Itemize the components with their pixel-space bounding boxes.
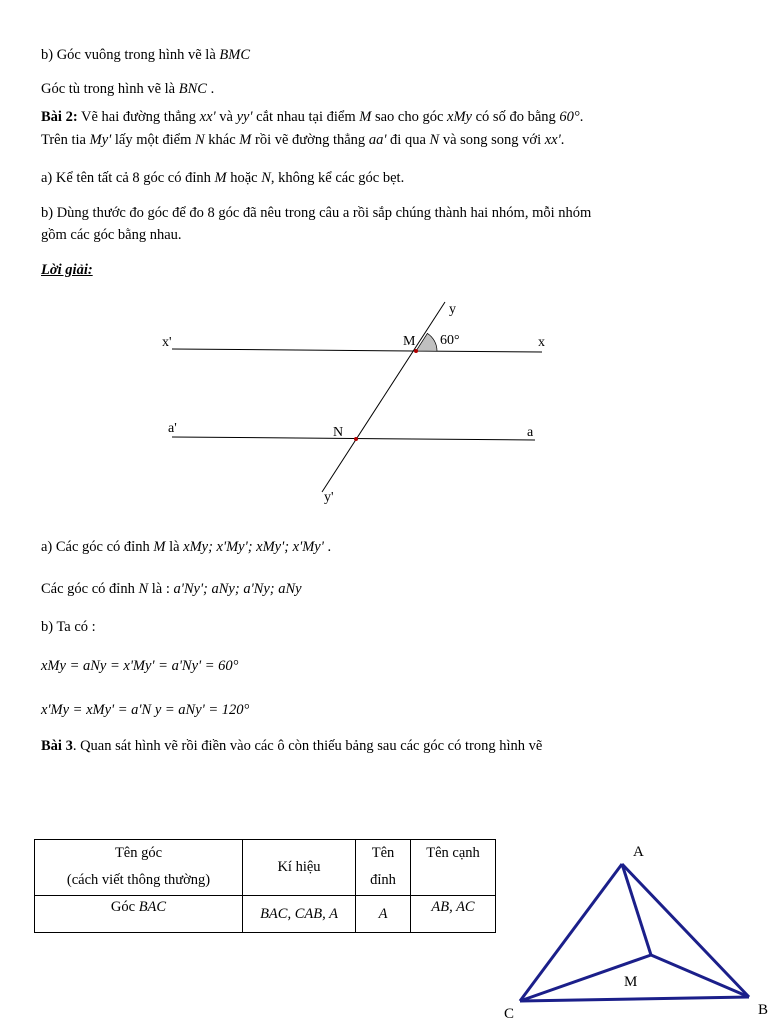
text: . (206, 81, 215, 97)
text: Vẽ hai đường thẳng (77, 109, 200, 125)
math: My' (89, 132, 112, 148)
math: BNC (178, 81, 207, 97)
point-n-dot (354, 437, 358, 441)
cell-text: Góc (110, 899, 139, 915)
header-text: Tên cạnh (426, 845, 480, 861)
cell-math: BAC (138, 899, 167, 915)
text: . (560, 132, 565, 148)
text: b) Dùng thước đo góc để đo 8 góc đã nêu trong câu a rồi sắp chúng thành hai nhóm, mỗi nhóm (41, 205, 592, 221)
text: là : (148, 581, 174, 597)
text: cắt nhau tại điểm (252, 109, 360, 125)
text: khác (204, 132, 240, 148)
text: hoặc (226, 170, 262, 186)
math: yy' (236, 109, 253, 125)
table-header-row (35, 840, 496, 896)
equation-120 (41, 701, 249, 719)
text: đi qua (386, 132, 430, 148)
angles-table (34, 839, 496, 933)
label-x-prime: x' (162, 335, 172, 350)
math: M (239, 132, 252, 148)
segment-ac (520, 864, 622, 1001)
solution-a-angles-n (41, 580, 302, 598)
header-text: (cách viết thông thường) (66, 872, 211, 888)
math: M (214, 170, 227, 186)
cell-symbol (243, 896, 356, 933)
text: sao cho góc (371, 109, 448, 125)
label-n: N (333, 425, 344, 440)
label-b: B (758, 1002, 769, 1018)
table-row (35, 896, 496, 933)
math: xx' (199, 109, 216, 125)
segment-mb (651, 955, 749, 997)
text: rồi vẽ đường thẳng (251, 132, 369, 148)
math: N (138, 581, 149, 597)
segment-ab (622, 864, 749, 997)
cell-angle-name (35, 896, 243, 933)
label-y: y (449, 302, 456, 317)
text: Các góc có đỉnh (41, 581, 139, 597)
text: b) Góc vuông trong hình vẽ là (41, 47, 220, 63)
label-angle-60: 60° (440, 333, 460, 348)
text: là (165, 539, 184, 555)
header-text: đỉnh (370, 872, 396, 888)
solution-b-intro (41, 618, 96, 636)
label-a-prime: a' (168, 421, 177, 436)
header-symbol (243, 840, 356, 896)
text: . (579, 109, 584, 125)
exercise-3-statement (41, 737, 542, 755)
math: xx' (544, 132, 561, 148)
header-angle-name (35, 840, 243, 896)
header-text: Kí hiệu (277, 859, 321, 875)
text: Trên tia (41, 132, 90, 148)
math: x'My = xMy' = a'N y = aNy' = 120° (41, 702, 250, 718)
math: xMy = aNy = x'My' = a'Ny' = 60° (41, 658, 239, 674)
text: . (323, 539, 332, 555)
line-xx-prime (172, 349, 542, 352)
triangle-figure (495, 835, 778, 1022)
text: , không kể các góc bẹt. (270, 170, 405, 186)
cell-sides (411, 896, 496, 933)
math: xMy (447, 109, 472, 125)
math: aa' (368, 132, 387, 148)
header-vertex (356, 840, 411, 896)
math: BMC (219, 47, 251, 63)
math: M (153, 539, 166, 555)
point-m-dot (414, 349, 418, 353)
header-text: Tên (371, 845, 395, 861)
text: b) Ta có : (41, 619, 96, 635)
cell-math: A (378, 905, 388, 922)
label-m: M (403, 334, 416, 349)
math: M (359, 109, 372, 125)
math: 60° (559, 109, 580, 125)
exercise-label: Bài 2: (41, 109, 78, 125)
text: lấy một điểm (111, 132, 195, 148)
line-yy-prime (322, 302, 445, 492)
equation-60 (41, 657, 238, 675)
math: N (195, 132, 205, 148)
solution-title: Lời giải: (41, 262, 93, 278)
math: xMy; x'My'; xMy'; x'My' (183, 539, 324, 555)
label-m: M (624, 974, 638, 990)
label-y-prime: y' (324, 490, 334, 505)
math: N (261, 170, 271, 186)
segment-cb (520, 997, 749, 1001)
cell-math: AB, AC (431, 899, 475, 915)
exercise-label: Bài 3 (41, 738, 73, 754)
solution-a-angles-m (41, 538, 331, 556)
text: a) Các góc có đỉnh (41, 539, 154, 555)
text: . Quan sát hình vẽ rồi điền vào các ô còn thiếu bảng sau các góc có trong hình vẽ (72, 738, 543, 754)
math: N (429, 132, 440, 148)
text: gồm các góc bằng nhau. (41, 227, 182, 243)
text: a) Kể tên tất cả 8 góc có đỉnh (41, 170, 215, 186)
header-text: Tên góc (114, 845, 163, 861)
label-a: A (633, 844, 644, 860)
text: và song song với (439, 132, 545, 148)
line-aa-prime (172, 437, 535, 440)
text: có số đo bằng (472, 109, 560, 125)
label-x: x (538, 335, 545, 350)
header-sides (411, 840, 496, 896)
cell-vertex (356, 896, 411, 933)
label-a: a (527, 425, 534, 440)
text: và (215, 109, 237, 125)
cell-math: BAC, CAB, A (260, 905, 338, 922)
math: a'Ny'; aNy; a'Ny; aNy (173, 581, 302, 597)
label-c: C (504, 1006, 515, 1022)
text: Góc tù trong hình vẽ là (41, 81, 179, 97)
